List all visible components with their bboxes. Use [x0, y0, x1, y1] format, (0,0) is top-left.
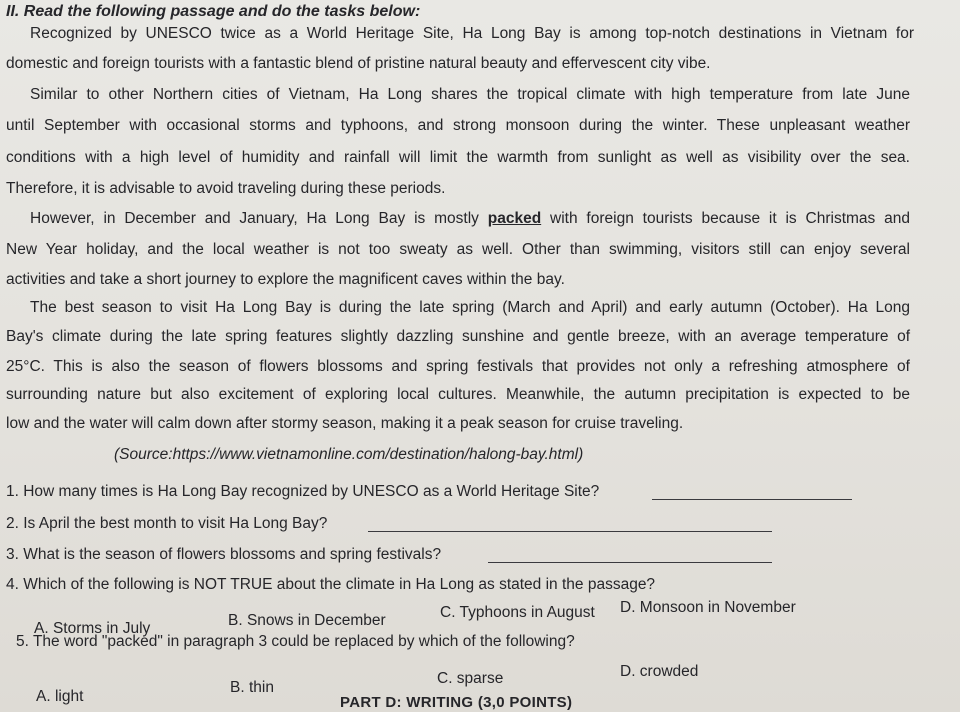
- question-3: 3. What is the season of flowers blossoms and spring festivals?: [6, 546, 442, 563]
- passage-p1-line1: Recognized by UNESCO twice as a World Heritage Site, Ha Long Bay is among top-notch destinations in Vietnam for: [30, 25, 914, 42]
- answer-line-1[interactable]: [652, 499, 852, 500]
- passage-source: (Source:https://www.vietnamonline.com/destination/halong-bay.html): [114, 446, 584, 463]
- passage-p4-line4: surrounding nature but also excitement of exploring local cultures. Meanwhile, the autumn precipitation is expected to be: [6, 386, 910, 403]
- question-5-option-a[interactable]: A. light: [36, 688, 84, 705]
- question-5-option-c[interactable]: C. sparse: [437, 670, 504, 687]
- section-heading: II. Read the following passage and do the tasks below:: [6, 3, 421, 20]
- passage-p3-text-after: with foreign tourists because it is Christmas and: [550, 210, 910, 227]
- passage-p3-line2: New Year holiday, and the local weather is not too sweaty as well. Other than swimming, visitors still can enjoy several: [6, 241, 910, 258]
- passage-p2-line3: conditions with a high level of humidity and rainfall will limit the warmth from sunlight as well as visibility over the sea.: [6, 149, 910, 166]
- question-5-option-d[interactable]: D. crowded: [620, 663, 699, 680]
- passage-p4-line2: Bay's climate during the late spring features slightly dazzling sunshine and gentle breeze, with an average temperature of: [6, 328, 910, 345]
- question-4-option-c[interactable]: C. Typhoons in August: [440, 604, 595, 621]
- question-1: 1. How many times is Ha Long Bay recognized by UNESCO as a World Heritage Site?: [6, 483, 600, 500]
- answer-line-2[interactable]: [368, 531, 772, 532]
- passage-p3-text-before: However, in December and January, Ha Long Bay is mostly: [30, 210, 479, 227]
- passage-p4-line1: The best season to visit Ha Long Bay is during the late spring (March and April) and early autumn (October). Ha Long: [30, 299, 910, 316]
- passage-p2-line4: Therefore, it is advisable to avoid traveling during these periods.: [6, 180, 446, 197]
- passage-p3-line1: [30, 209, 910, 229]
- passage-p2-line2: until September with occasional storms and typhoons, and strong monsoon during the winter. These unpleasant weather: [6, 117, 910, 134]
- question-5: 5. The word "packed" in paragraph 3 could be replaced by which of the following?: [16, 633, 575, 650]
- passage-p3-line3: activities and take a short journey to explore the magnificent caves within the bay.: [6, 271, 565, 288]
- passage-p2-line1: Similar to other Northern cities of Vietnam, Ha Long shares the tropical climate with high temperature from late June: [30, 86, 910, 103]
- question-4-option-a[interactable]: A. Storms in July: [34, 620, 151, 637]
- question-4-option-d[interactable]: D. Monsoon in November: [620, 599, 796, 616]
- answer-line-3[interactable]: [488, 562, 772, 563]
- passage-p4-line3: 25°C. This is also the season of flowers blossoms and spring festivals that provides not only a refreshing atmosphere of: [6, 358, 910, 375]
- highlighted-word-packed: packed: [487, 210, 542, 227]
- passage-p1-line2: domestic and foreign tourists with a fantastic blend of pristine natural beauty and effervescent city vibe.: [6, 55, 711, 72]
- part-d-heading: PART D: WRITING (3,0 POINTS): [340, 694, 573, 711]
- question-4: 4. Which of the following is NOT TRUE about the climate in Ha Long as stated in the passage?: [6, 576, 656, 593]
- question-2: 2. Is April the best month to visit Ha Long Bay?: [6, 515, 328, 532]
- question-4-option-b[interactable]: B. Snows in December: [228, 612, 386, 629]
- passage-p4-line5: low and the water will calm down after stormy season, making it a peak season for cruise traveling.: [6, 415, 684, 432]
- question-5-option-b[interactable]: B. thin: [230, 679, 274, 696]
